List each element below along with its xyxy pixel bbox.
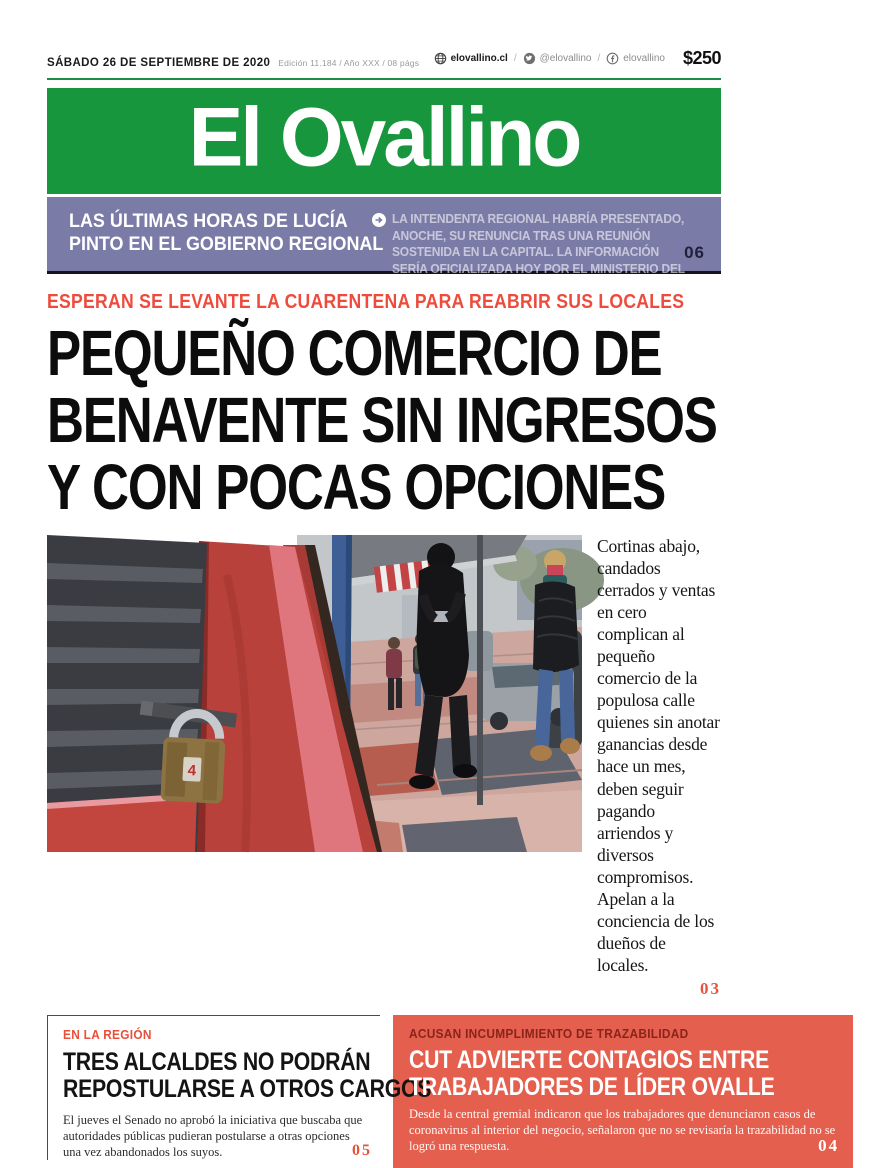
separator: / [597, 53, 601, 64]
cut-headline-line1: CUT ADVIERTE CONTAGIOS ENTRE [409, 1046, 770, 1075]
lead-headline-line1: PEQUEÑO COMERCIO DE [47, 317, 662, 389]
region-headline [63, 1048, 432, 1104]
lead-headline-line3: Y CON POCAS OPCIONES [47, 451, 666, 523]
newspaper-title: El Ovallino [188, 91, 580, 184]
issue-date: SÁBADO 26 DE SEPTIEMBRE DE 2020 [47, 57, 271, 69]
banner-headline-line1: LAS ÚLTIMAS HORAS DE LUCÍA [69, 210, 348, 232]
banner-summary: LA INTENDENTA REGIONAL HABRÍA PRESENTADO, ANOCHE, SU RENUNCIA TRAS UNA REUNIÓN SOSTENIDA EN LA CAPITAL. LA INFORMACIÓN SERÍA OFICIALIZADA HOY POR EL MINISTERIO DEL INTERIOR. [392, 212, 685, 292]
facebook-handle: elovallino [623, 53, 665, 64]
lead-page-number: 03 [700, 978, 721, 998]
top-bar [47, 48, 721, 69]
cut-story[interactable] [393, 1015, 853, 1167]
region-page-number: 05 [352, 1141, 372, 1159]
region-headline-line1: TRES ALCALDES NO PODRÁN [63, 1048, 371, 1077]
lead-headline [47, 317, 721, 523]
separator: / [513, 53, 517, 64]
edition-info: Edición 11.184 / Año XXX / 08 págs [278, 58, 420, 68]
lead-summary-column [597, 535, 721, 999]
secondary-story-banner[interactable] [47, 197, 721, 292]
region-kicker: EN LA REGIÓN [63, 1028, 152, 1043]
contact-links [434, 48, 721, 69]
street-photo-illustration [47, 535, 582, 852]
region-summary: El jueves el Senado no aprobó la iniciativa que buscaba que autoridades públicas pudieran postularse a otras opciones una vez abandonados los suyos. [63, 1113, 363, 1160]
region-story[interactable] [47, 1015, 432, 1160]
globe-icon [434, 52, 447, 65]
twitter-handle: @elovallino [539, 53, 592, 64]
website-link[interactable] [434, 52, 508, 65]
bottom-stories-row [47, 1015, 840, 1167]
twitter-link[interactable] [523, 52, 592, 65]
facebook-icon [606, 52, 619, 65]
cut-headline-line2: TRABAJADORES DE LÍDER OVALLE [409, 1072, 775, 1101]
banner-summary-block [372, 210, 703, 292]
twitter-icon [523, 52, 536, 65]
date-edition [47, 57, 419, 69]
region-summary-block [63, 1112, 374, 1160]
header-rule [47, 78, 721, 80]
lead-photo [47, 535, 582, 852]
region-headline-line2: REPOSTULARSE A OTROS CARGOS [63, 1075, 432, 1104]
masthead [47, 88, 721, 194]
price: $250 [682, 48, 721, 68]
lead-headline-line2: BENAVENTE SIN INGRESOS [47, 384, 717, 456]
cut-kicker: ACUSAN INCUMPLIMIENTO DE TRAZABILIDAD [409, 1027, 689, 1042]
cut-page-number: 04 [818, 1136, 840, 1156]
svg-text:4: 4 [187, 762, 197, 780]
arrow-right-circle-icon [372, 213, 386, 227]
cut-summary-block [409, 1107, 839, 1154]
banner-headline-line2: PINTO EN EL GOBIERNO REGIONAL [69, 233, 384, 255]
website-label: elovallino.cl [450, 53, 508, 64]
cut-summary: Desde la central gremial indicaron que los trabajadores que denunciaron casos de coronavirus al interior del negocio, señalaron que no se revisaría la trazabilidad no se logró una respuesta. [409, 1107, 836, 1153]
cut-headline [409, 1047, 839, 1100]
lead-kicker: ESPERAN SE LEVANTE LA CUARENTENA PARA REABRIR SUS LOCALES [47, 291, 685, 313]
banner-headline [69, 210, 384, 258]
lead-content-row [47, 535, 721, 999]
lead-summary: Cortinas abajo, candados cerrados y ventas en cero complican al pequeño comercio de la populosa calle quienes sin anotar ganancias desde hace un mes, deben seguir pagando arriendos y diversos compromisos. Apelan a la conciencia de los dueños de locales. [597, 536, 720, 975]
banner-page-number: 06 [684, 243, 705, 262]
facebook-link[interactable] [606, 52, 665, 65]
